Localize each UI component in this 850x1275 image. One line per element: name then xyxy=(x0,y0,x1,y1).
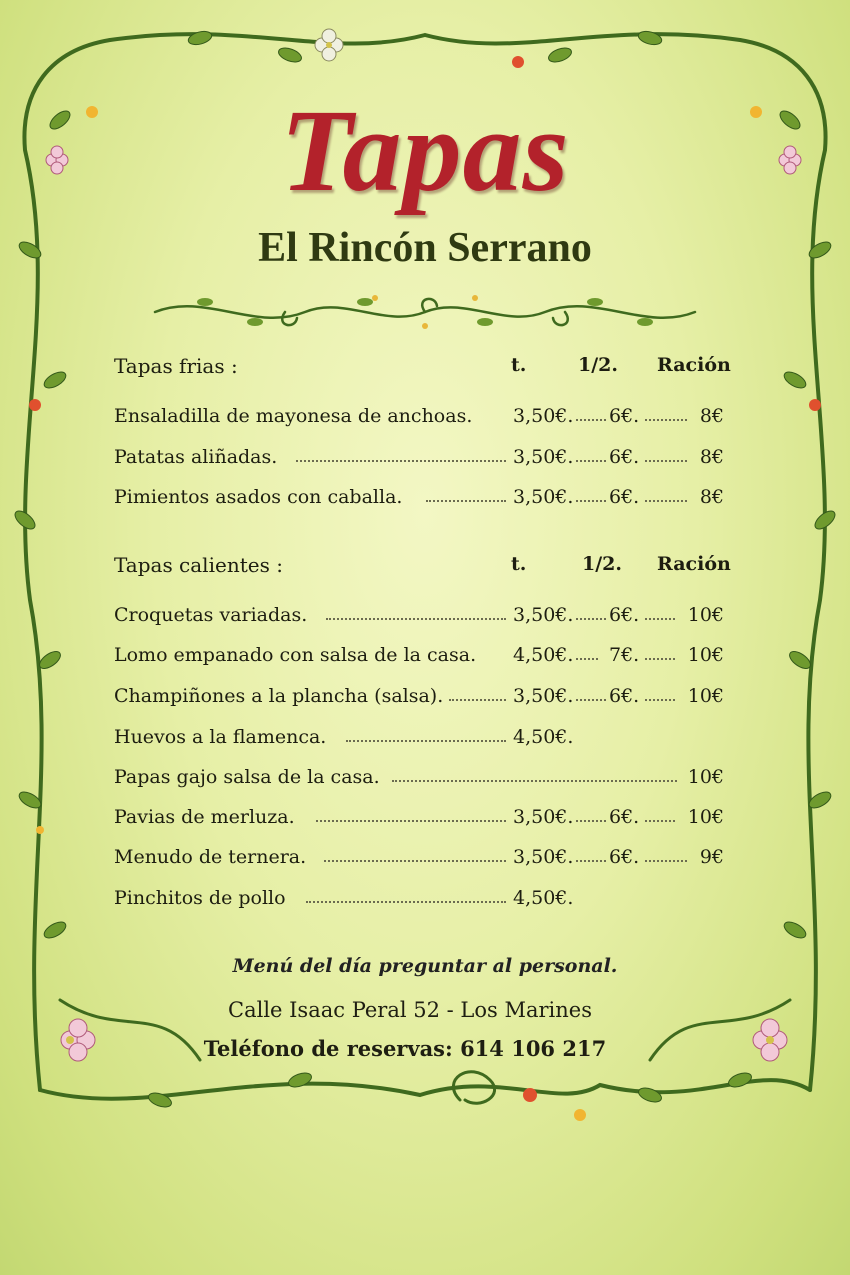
price-racion: 10€ xyxy=(687,766,724,788)
price-media: 6€. xyxy=(609,685,640,707)
price-tapa: 3,50€. xyxy=(513,486,574,508)
column-media: 1/2. xyxy=(582,553,622,575)
section-header-tapas-calientes xyxy=(114,553,754,583)
item-name: Menudo de ternera. xyxy=(114,846,307,868)
menu-item xyxy=(114,726,754,756)
column-tapa: t. xyxy=(511,553,527,575)
menu-item xyxy=(114,806,754,836)
item-name: Lomo empanado con salsa de la casa. xyxy=(114,644,477,666)
price-media: 6€. xyxy=(609,604,640,626)
menu-item xyxy=(114,685,754,715)
price-tapa: 4,50€. xyxy=(513,887,574,909)
price-racion: 8€ xyxy=(699,486,724,508)
item-name: Papas gajo salsa de la casa. xyxy=(114,766,380,788)
price-media: 6€. xyxy=(609,405,640,427)
daily-menu-note: Menú del día preguntar al personal. xyxy=(232,955,618,977)
price-tapa: 3,50€. xyxy=(513,685,574,707)
price-racion: 8€ xyxy=(699,446,724,468)
price-tapa: 3,50€. xyxy=(513,604,574,626)
price-racion: 10€ xyxy=(687,806,724,828)
price-racion: 10€ xyxy=(687,644,724,666)
price-media: 6€. xyxy=(609,846,640,868)
scroll-divider xyxy=(145,288,705,336)
price-tapa: 4,50€. xyxy=(513,644,574,666)
column-media: 1/2. xyxy=(578,354,618,376)
price-tapa: 3,50€. xyxy=(513,446,574,468)
item-name: Champiñones a la plancha (salsa). xyxy=(114,685,444,707)
price-racion: 10€ xyxy=(687,604,724,626)
menu-item xyxy=(114,887,754,917)
column-tapa: t. xyxy=(511,354,527,376)
menu-item xyxy=(114,644,754,674)
section-title: Tapas frias : xyxy=(114,354,238,378)
price-racion: 10€ xyxy=(687,685,724,707)
menu-item xyxy=(114,486,754,516)
item-name: Pavias de merluza. xyxy=(114,806,295,828)
column-racion: Ración xyxy=(657,354,731,376)
price-tapa: 3,50€. xyxy=(513,405,574,427)
price-racion: 8€ xyxy=(699,405,724,427)
column-racion: Ración xyxy=(657,553,731,575)
page-title: Tapas xyxy=(280,85,570,216)
section-header-tapas-frias xyxy=(114,354,754,384)
item-name: Patatas aliñadas. xyxy=(114,446,278,468)
price-racion: 9€ xyxy=(699,846,724,868)
menu-item xyxy=(114,846,754,876)
price-media: 6€. xyxy=(609,486,640,508)
item-name: Pinchitos de pollo xyxy=(114,887,286,909)
price-media: 6€. xyxy=(609,446,640,468)
menu-item xyxy=(114,446,754,476)
restaurant-name: El Rincón Serrano xyxy=(258,225,592,271)
item-name: Ensaladilla de mayonesa de anchoas. xyxy=(114,405,473,427)
phone: Teléfono de reservas: 614 106 217 xyxy=(203,1036,607,1061)
section-title: Tapas calientes : xyxy=(114,553,283,577)
menu-item xyxy=(114,604,754,634)
price-tapa: 3,50€. xyxy=(513,846,574,868)
menu-item xyxy=(114,405,754,435)
item-name: Croquetas variadas. xyxy=(114,604,308,626)
price-tapa: 3,50€. xyxy=(513,806,574,828)
address: Calle Isaac Peral 52 - Los Marines xyxy=(228,998,592,1022)
item-name: Huevos a la flamenca. xyxy=(114,726,327,748)
price-tapa: 4,50€. xyxy=(513,726,574,748)
menu-item xyxy=(114,766,754,796)
price-media: 6€. xyxy=(609,806,640,828)
item-name: Pimientos asados con caballa. xyxy=(114,486,403,508)
price-media: 7€. xyxy=(609,644,640,666)
